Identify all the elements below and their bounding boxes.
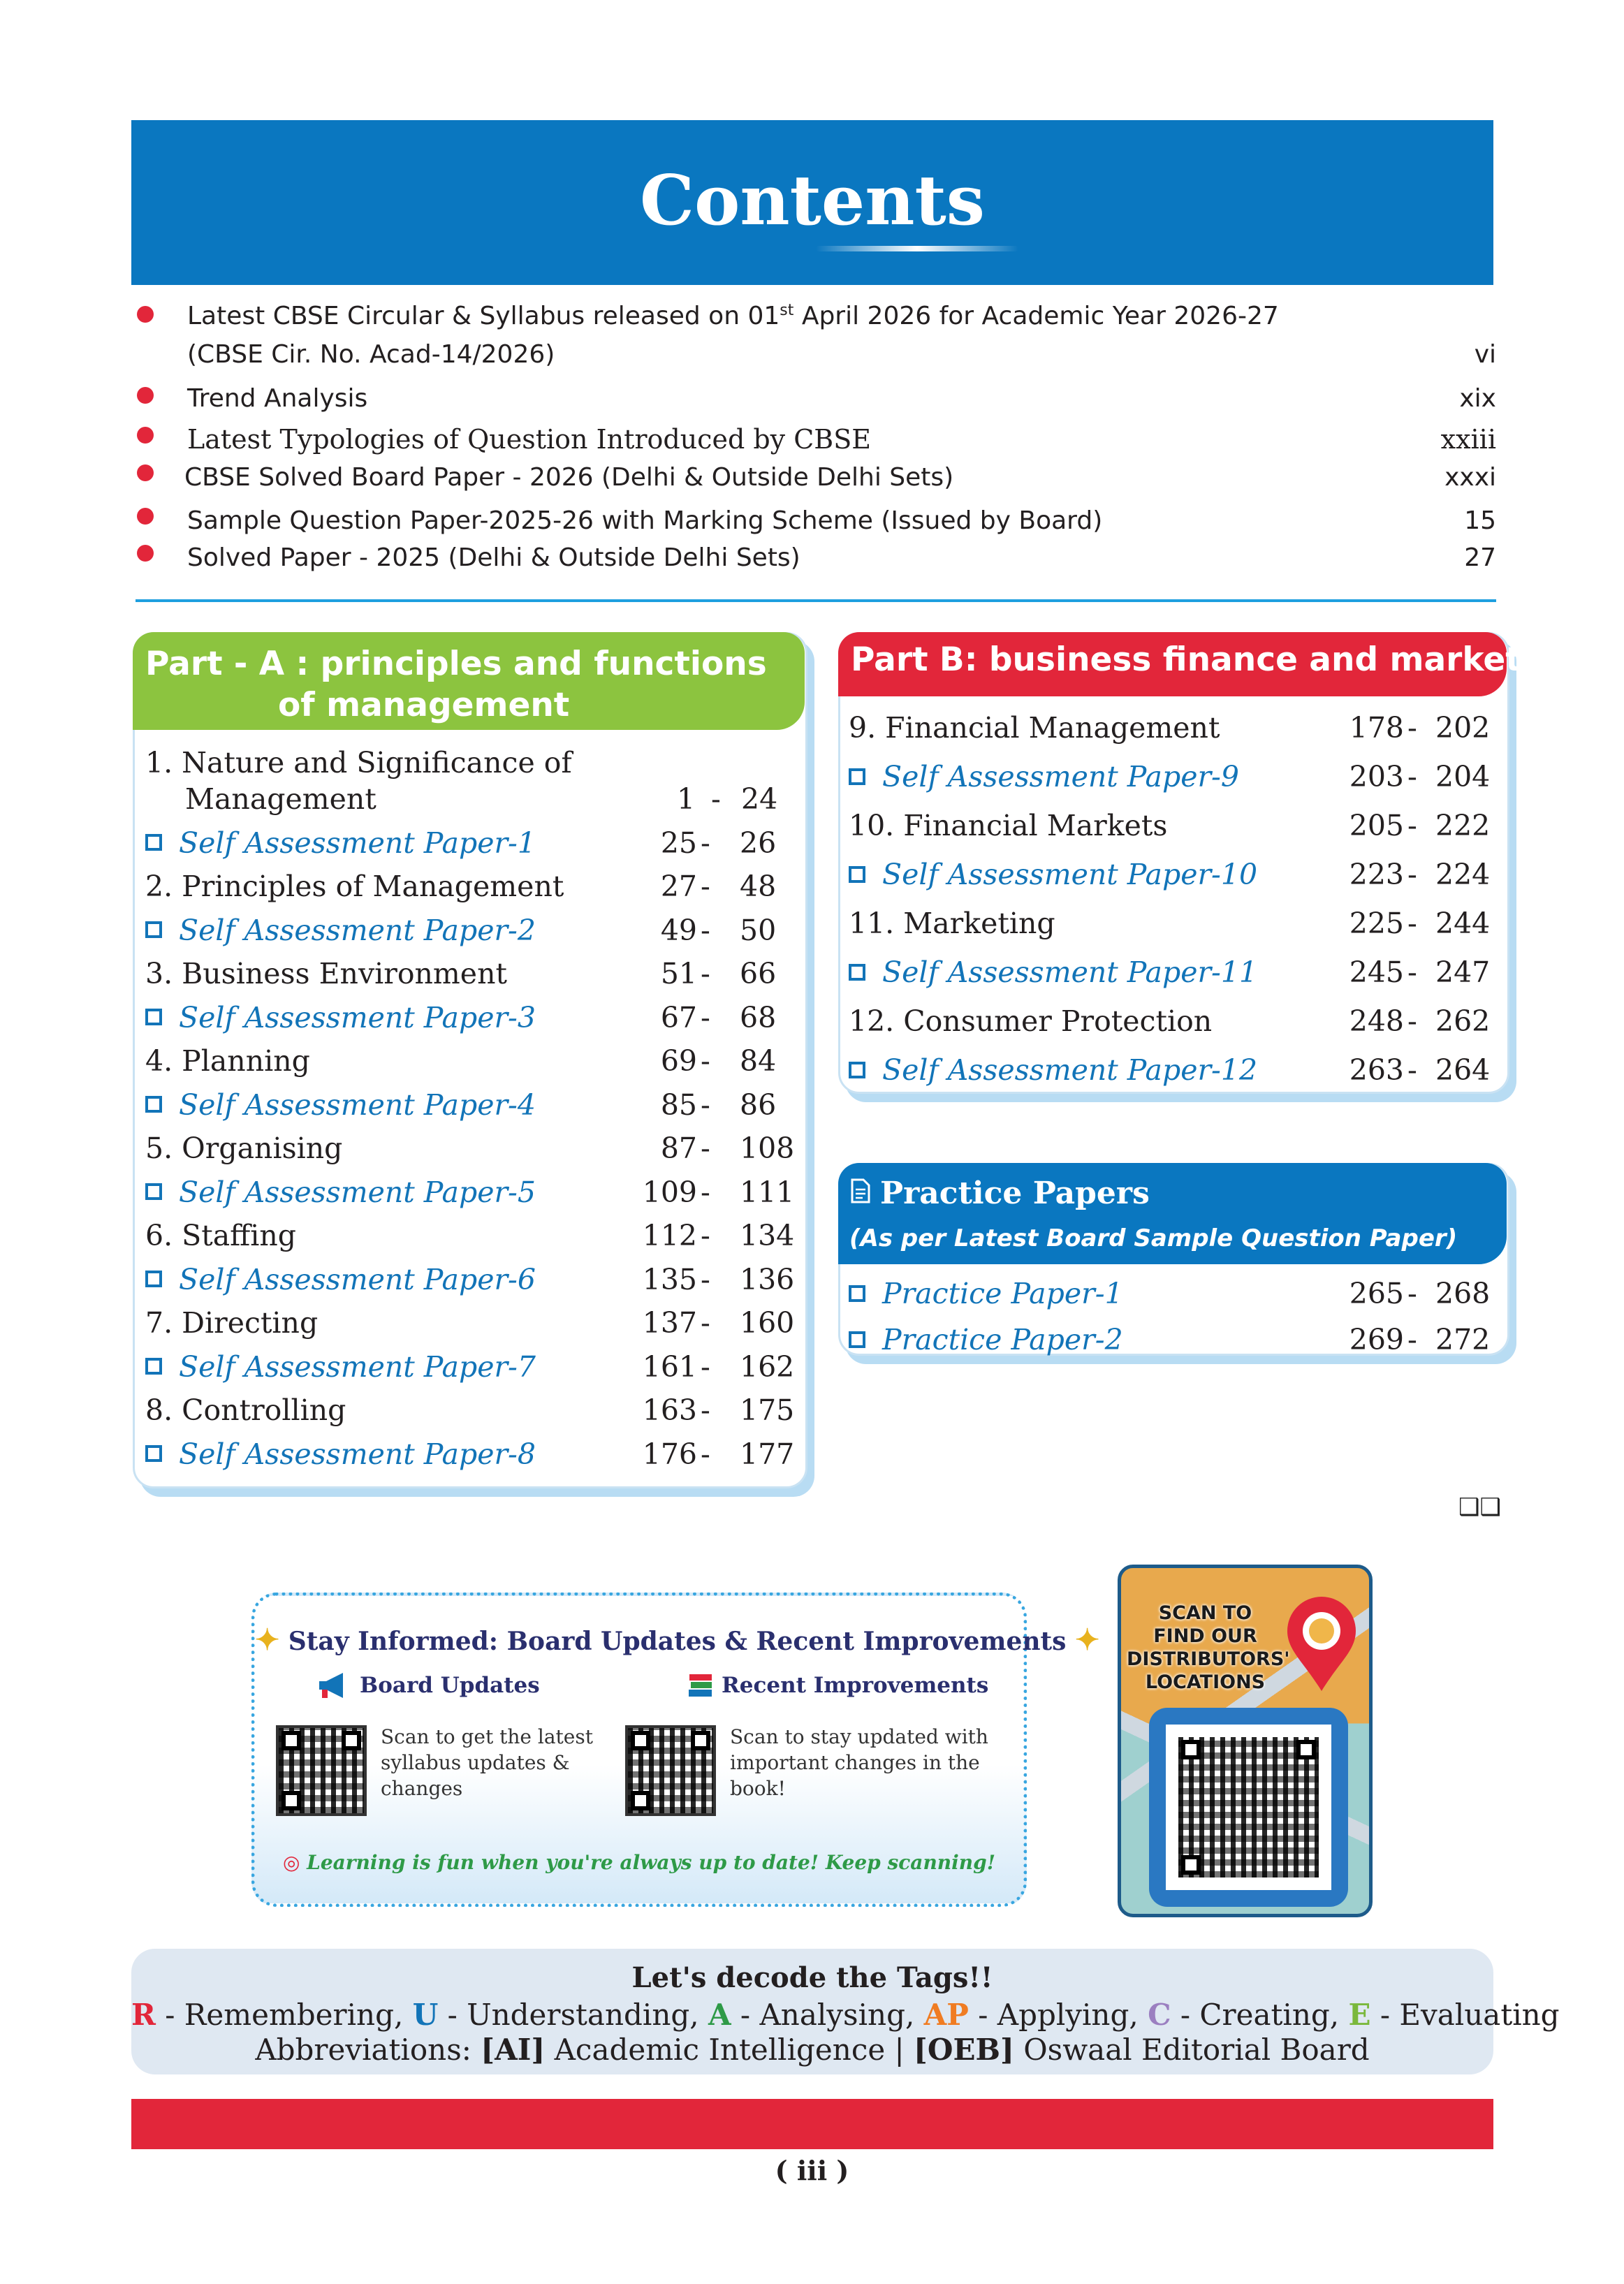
section-divider — [136, 599, 1496, 602]
toc-paper-link[interactable] — [145, 1001, 536, 1034]
toc-page-to: 264 — [1435, 1053, 1491, 1087]
toc-page-to: 162 — [740, 1349, 795, 1384]
checkbox-icon — [145, 1358, 162, 1375]
toc-page-to: 108 — [740, 1132, 795, 1165]
toc-page-from: 85 — [660, 1088, 697, 1122]
bullet-icon — [137, 508, 154, 525]
toc-paper-link[interactable] — [145, 1176, 536, 1209]
practice-title: Practice Papers — [880, 1176, 1150, 1211]
toc-page-from: 109 — [642, 1175, 697, 1209]
toc-label: Self Assessment Paper-10 — [882, 858, 1258, 891]
intro-page: vi — [1474, 340, 1496, 369]
toc-page-to: 66 — [740, 957, 777, 990]
toc-label: Self Assessment Paper-12 — [882, 1053, 1258, 1087]
toc-label: Self Assessment Paper-2 — [179, 913, 536, 947]
intro-text: Latest CBSE Circular & Syllabus released on 01 — [187, 302, 780, 330]
toc-label: 4. Planning — [145, 1044, 310, 1078]
bullet-icon — [137, 464, 154, 481]
toc-page-to: 68 — [740, 1000, 777, 1034]
toc-label: Self Assessment Paper-7 — [179, 1349, 536, 1384]
toc-page-to: 111 — [740, 1175, 795, 1209]
tag-code: C — [1148, 1998, 1171, 2032]
sparkle-icon: ✦ — [1075, 1623, 1100, 1657]
toc-chapter[interactable] — [145, 1044, 310, 1078]
toc-label: Self Assessment Paper-9 — [882, 760, 1239, 793]
toc-label: 11. Marketing — [849, 907, 1055, 940]
toc-label: Self Assessment Paper-1 — [179, 826, 536, 860]
toc-page-to: 134 — [740, 1219, 795, 1252]
bullet-icon — [137, 387, 154, 404]
tag-label: - Creating, — [1171, 1998, 1349, 2032]
toc-chapter[interactable] — [145, 1219, 296, 1252]
toc-label: 9. Financial Management — [849, 711, 1220, 745]
abbr-oeb: [OEB] — [914, 2033, 1014, 2067]
toc-page-from: 25 — [660, 826, 697, 860]
toc-chapter[interactable] — [849, 809, 1167, 842]
toc-page-from: 112 — [642, 1219, 697, 1252]
checkbox-icon — [145, 1096, 162, 1113]
end-mark-icon: ❑❑ — [1458, 1493, 1501, 1521]
bullet-icon — [137, 545, 154, 562]
toc-label: 2. Principles of Management — [145, 870, 564, 903]
checkbox-icon — [849, 866, 865, 883]
toc-label: Self Assessment Paper-4 — [179, 1088, 536, 1122]
intro-text-after: April 2026 for Academic Year 2026-27 — [793, 302, 1279, 330]
checkbox-icon — [145, 1271, 162, 1287]
toc-page-to: 202 — [1435, 711, 1491, 745]
intro-text: Solved Paper - 2025 (Delhi & Outside Delhi Sets) — [187, 543, 800, 572]
toc-page-to: 136 — [740, 1262, 795, 1296]
toc-label: 7. Directing — [145, 1306, 319, 1340]
toc-chapter[interactable] — [145, 870, 564, 903]
toc-page-from: 176 — [642, 1437, 697, 1471]
qr-card-footer: Learning is fun when you're always up to date! Keep scanning! — [307, 1851, 996, 1874]
part-a-title-line2: of management — [278, 686, 570, 724]
checkbox-icon — [145, 1183, 162, 1200]
toc-label: Self Assessment Paper-8 — [179, 1437, 536, 1471]
tag-code: R — [131, 1998, 156, 2032]
toc-page-to: 50 — [740, 913, 777, 947]
toc-label: 6. Staffing — [145, 1219, 297, 1252]
distributors-qr[interactable] — [1166, 1725, 1331, 1890]
toc-chapter[interactable] — [849, 1004, 1212, 1038]
toc-page-from: 269 — [1349, 1323, 1404, 1356]
toc-chapter[interactable] — [849, 711, 1220, 745]
toc-paper-link[interactable] — [849, 1277, 1123, 1310]
toc-page-to: 222 — [1435, 809, 1491, 842]
toc-paper-link[interactable] — [145, 1437, 536, 1471]
toc-page-to: 244 — [1435, 907, 1491, 940]
intro-sup: st — [780, 302, 794, 319]
toc-paper-link[interactable] — [849, 1323, 1123, 1356]
toc-label: Self Assessment Paper-3 — [179, 1000, 536, 1034]
toc-page-to: 204 — [1435, 760, 1491, 793]
toc-page-to: 86 — [740, 1088, 777, 1122]
checkbox-icon — [849, 1331, 865, 1348]
checkbox-icon — [849, 964, 865, 981]
toc-paper-link[interactable] — [849, 858, 1257, 891]
toc-page-to: 26 — [740, 826, 777, 860]
distributors-map-card[interactable]: SCAN TO FIND OUR DISTRIBUTORS' LOCATIONS — [1118, 1565, 1373, 1917]
toc-page-from: 69 — [660, 1044, 697, 1078]
toc-page-from: 27 — [660, 870, 697, 903]
toc-chapter[interactable] — [145, 1393, 346, 1427]
part-a-title-line1: Part - A : principles and functions — [145, 645, 767, 683]
toc-page-to: 48 — [740, 870, 777, 903]
tag-label: - Analysing, — [731, 1998, 924, 2032]
toc-page-from: 248 — [1349, 1004, 1404, 1038]
toc-label: Self Assessment Paper-11 — [882, 956, 1258, 989]
bullet-icon — [137, 306, 154, 323]
tag-code: E — [1348, 1998, 1371, 2032]
toc-page-from: 178 — [1349, 711, 1404, 745]
toc-page-from: 135 — [642, 1262, 697, 1296]
megaphone-icon — [316, 1671, 351, 1699]
tags-legend — [131, 1949, 1560, 2074]
target-icon: ◎ — [282, 1851, 300, 1874]
board-updates-qr[interactable] — [276, 1725, 367, 1816]
toc-paper-link[interactable] — [145, 914, 536, 947]
toc-label: 3. Business Environment — [145, 957, 507, 990]
toc-page-to: 262 — [1435, 1004, 1491, 1038]
toc-page-from: 51 — [660, 957, 697, 990]
toc-label: 1. Nature and Significance of — [145, 746, 572, 779]
page-title: Contents — [640, 161, 985, 241]
toc-paper-link[interactable] — [849, 760, 1239, 793]
map-line1: SCAN TO — [1158, 1602, 1252, 1624]
checkbox-icon — [145, 921, 162, 938]
toc-page-to: 84 — [740, 1044, 777, 1078]
location-pin-icon — [1283, 1596, 1360, 1694]
part-b-title: Part B: business finance and marketing — [851, 640, 1579, 679]
toc-page-to: 177 — [740, 1437, 795, 1471]
page-number: ( iii ) — [775, 2155, 849, 2186]
toc-chapter[interactable] — [849, 907, 1055, 940]
toc-page-from: 163 — [642, 1393, 697, 1427]
toc-label: Practice Paper-1 — [882, 1277, 1123, 1310]
tag-label: - Evaluating — [1370, 1998, 1560, 2032]
abbr-ai: [AI] — [481, 2033, 546, 2067]
toc-paper-link[interactable] — [145, 1088, 536, 1122]
intro-text: Trend Analysis — [187, 384, 368, 413]
part-a-card: Part - A : principles and functions of management 1. Nature and Significance of Management 1 - 24 Self Assessment Paper-1 25 - 26 2. Principles of Management 27 - 48 Self Assessment Paper-2 49 - 50 3. Business Environment 51 - 66 Self Assessment Paper-3 67 - 68 4. Planning 69 - 84 Self Assessment Paper-4 85 - 86 5. Organising 87 - 108 Self Assessment Paper-5 109 - 111 6. Staffing 112 - 134 Self Assessment Paper-6 135 - 136 7. Directing 137 - 160 Self Assessment Paper-7 161 - 162 8. Controlling 163 - 175 Self Assessment Paper-8 176 - 177 — [133, 632, 807, 1488]
checkbox-icon — [145, 834, 162, 851]
toc-label: 8. Controlling — [145, 1393, 346, 1427]
intro-page: 15 — [1464, 506, 1496, 535]
toc-page-from: 87 — [660, 1132, 697, 1165]
toc-label: 5. Organising — [145, 1132, 343, 1165]
toc-page-from: 161 — [642, 1349, 697, 1384]
toc-page-from: 223 — [1349, 858, 1404, 891]
toc-chapter-1-line2: Management — [185, 782, 376, 816]
abbreviations-line: Abbreviations: [AI] Academic Intelligence | [OEB] Oswaal Editorial Board — [255, 2033, 1370, 2067]
intro-text: Sample Question Paper-2025-26 with Marking Scheme (Issued by Board) — [187, 506, 1103, 535]
toc-page-to: 24 — [741, 782, 778, 816]
toc-chapter-1[interactable] — [145, 746, 572, 779]
intro-text: CBSE Solved Board Paper - 2026 (Delhi & Outside Delhi Sets) — [184, 463, 954, 492]
tags-heading: Let's decode the Tags!! — [631, 1961, 993, 1994]
intro-page: 27 — [1464, 543, 1496, 572]
toc-page-from: 1 — [677, 782, 696, 816]
toc-page-from: 245 — [1349, 956, 1404, 989]
toc-page-from: 265 — [1349, 1277, 1404, 1310]
tag-label: - Applying, — [968, 1998, 1148, 2032]
document-icon — [851, 1178, 870, 1203]
tag-code: AP — [923, 1998, 969, 2032]
toc-page-to: 247 — [1435, 956, 1491, 989]
part-b-card: Part B: business finance and marketing 9. Financial Management 178 - 202 Self Assessment Paper-9 203 - 204 10. Financial Markets 205 - 222 Self Assessment Paper-10 223 - 224 11. Marketing 225 - 244 Self Assessment Paper-11 245 - 247 12. Consumer Protection 248 - 262 Self Assessment Paper-12 263 - 264 — [838, 632, 1509, 1094]
intro-page: xix — [1459, 384, 1496, 413]
toc-paper-link[interactable] — [145, 1263, 536, 1296]
qr-card-title: Stay Informed: Board Updates & Recent Improvements — [288, 1627, 1067, 1656]
toc-page-from: 67 — [660, 1000, 697, 1034]
sparkle-icon: ✦ — [255, 1623, 280, 1657]
bullet-icon — [137, 427, 154, 444]
checkbox-icon — [145, 1009, 162, 1025]
books-icon — [687, 1671, 715, 1699]
toc-label: Self Assessment Paper-5 — [179, 1175, 536, 1209]
part-b-header — [838, 632, 1579, 696]
tag-code: A — [708, 1998, 731, 2032]
toc-page-from: 49 — [660, 913, 697, 947]
toc-page-from: 137 — [642, 1306, 697, 1340]
toc-chapter[interactable] — [145, 957, 507, 990]
toc-page-from: 203 — [1349, 760, 1404, 793]
intro-text-line2: (CBSE Cir. No. Acad-14/2026) — [187, 340, 555, 369]
tag-label: - Remembering, — [155, 1998, 413, 2032]
tag-code: U — [412, 1998, 439, 2032]
toc-label: 10. Financial Markets — [849, 809, 1168, 842]
intro-page: xxxi — [1444, 463, 1496, 492]
board-updates-heading: Board Updates — [360, 1673, 540, 1698]
toc-page-from: 225 — [1349, 907, 1404, 940]
intro-page: xxiii — [1440, 424, 1496, 455]
toc-page-to: 224 — [1435, 858, 1491, 891]
toc-paper-link[interactable] — [849, 1053, 1257, 1087]
footer-bar — [131, 2099, 1493, 2149]
checkbox-icon — [849, 1285, 865, 1302]
intro-text: Latest Typologies of Question Introduced by CBSE — [187, 424, 872, 455]
checkbox-icon — [849, 768, 865, 785]
toc-page-to: 160 — [740, 1306, 795, 1340]
toc-label: Self Assessment Paper-6 — [179, 1262, 536, 1296]
toc-label: 12. Consumer Protection — [849, 1004, 1213, 1038]
practice-subtitle: (As per Latest Board Sample Question Paper) — [849, 1224, 1458, 1252]
practice-header — [838, 1163, 1507, 1264]
toc-paper-link[interactable] — [849, 956, 1257, 989]
toc-page-from: 205 — [1349, 809, 1404, 842]
contents-header — [131, 120, 1493, 285]
toc-chapter[interactable] — [145, 1306, 318, 1340]
toc-paper-link[interactable] — [145, 1350, 536, 1384]
toc-label: Practice Paper-2 — [882, 1323, 1123, 1356]
recent-improvements-text: Scan to stay updated with — [730, 1725, 988, 1748]
recent-improvements-heading: Recent Improvements — [722, 1673, 989, 1698]
practice-card: Practice Papers (As per Latest Board Sample Question Paper) Practice Paper-1 265 - 268 Practice Paper-2 269 - 272 — [838, 1163, 1509, 1356]
toc-chapter[interactable] — [145, 1132, 342, 1165]
toc-paper-link[interactable] — [145, 826, 536, 860]
recent-improvements-qr[interactable] — [625, 1725, 716, 1816]
toc-page-to: 268 — [1435, 1277, 1491, 1310]
board-updates-text: Scan to get the latest — [381, 1725, 593, 1748]
part-a-header — [133, 632, 805, 730]
title-underline — [816, 246, 1018, 251]
toc-page-to: 175 — [740, 1393, 795, 1427]
checkbox-icon — [145, 1445, 162, 1462]
toc-page-from: 263 — [1349, 1053, 1404, 1087]
toc-page-to: 272 — [1435, 1323, 1491, 1356]
tag-label: - Understanding, — [438, 1998, 708, 2032]
checkbox-icon — [849, 1062, 865, 1078]
stay-informed-card: ✦ Stay Informed: Board Updates & Recent Improvements ✦ Board Updates Recent Improvements Scan to get the latest syllabus updates & changes Scan to stay updated with important changes in the book! ◎ Learning is fun when you're always up to date! Keep scanning! — [251, 1593, 1027, 1907]
tags-line — [131, 1998, 1560, 2032]
